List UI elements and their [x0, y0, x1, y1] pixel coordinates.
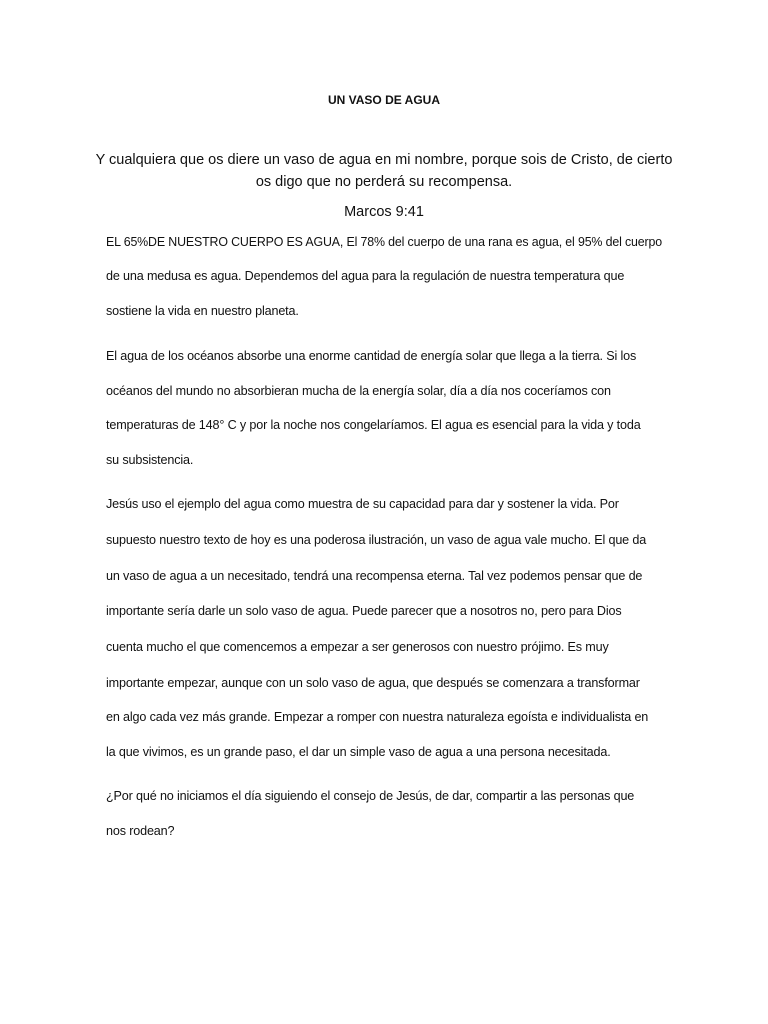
text-line: de una medusa es agua. Dependemos del agua para la regulación de nuestra temperatura que — [106, 269, 625, 283]
document-title: UN VASO DE AGUA — [327, 93, 440, 107]
text-line: su subsistencia. — [106, 453, 194, 467]
text-line: la que vivimos, es un grande paso, el dar un simple vaso de agua a una persona necesitada. — [106, 745, 611, 759]
text-line: importante empezar, aunque con un solo vaso de agua, que después se comenzara a transformar — [106, 676, 640, 690]
text-line: importante sería darle un solo vaso de agua. Puede parecer que a nosotros no, pero para Dios — [106, 604, 622, 618]
verse-line: Y cualquiera que os diere un vaso de agua en mi nombre, porque sois de Cristo, de cierto — [95, 152, 673, 168]
text-line: ¿Por qué no iniciamos el día siguiendo el consejo de Jesús, de dar, compartir a las personas que — [106, 789, 635, 803]
verse-reference: Marcos 9:41 — [344, 204, 424, 220]
text-line: en algo cada vez más grande. Empezar a romper con nuestra naturaleza egoísta e individualista en — [106, 710, 649, 724]
text-line: El agua de los océanos absorbe una enorme cantidad de energía solar que llega a la tierra. Si los — [106, 349, 637, 363]
text-line: sostiene la vida en nuestro planeta. — [106, 304, 299, 318]
text-line: EL 65%DE NUESTRO CUERPO ES AGUA, El 78% del cuerpo de una rana es agua, el 95% del cuerpo — [106, 235, 662, 249]
text-line: nos rodean? — [106, 824, 175, 838]
text-line: un vaso de agua a un necesitado, tendrá una recompensa eterna. Tal vez podemos pensar que de — [106, 569, 643, 583]
text-line: temperaturas de 148° C y por la noche nos congelaríamos. El agua es esencial para la vida y toda — [106, 418, 641, 432]
text-line: Jesús uso el ejemplo del agua como muestra de su capacidad para dar y sostener la vida. Por — [106, 497, 619, 511]
text-line: océanos del mundo no absorbieran mucha de la energía solar, día a día nos coceríamos con — [106, 384, 611, 398]
text-line: supuesto nuestro texto de hoy es una poderosa ilustración, un vaso de agua vale mucho. El que da — [106, 533, 647, 547]
text-line: cuenta mucho el que comencemos a empezar a ser generosos con nuestro prójimo. Es muy — [106, 640, 609, 654]
verse-line: os digo que no perderá su recompensa. — [255, 174, 513, 190]
